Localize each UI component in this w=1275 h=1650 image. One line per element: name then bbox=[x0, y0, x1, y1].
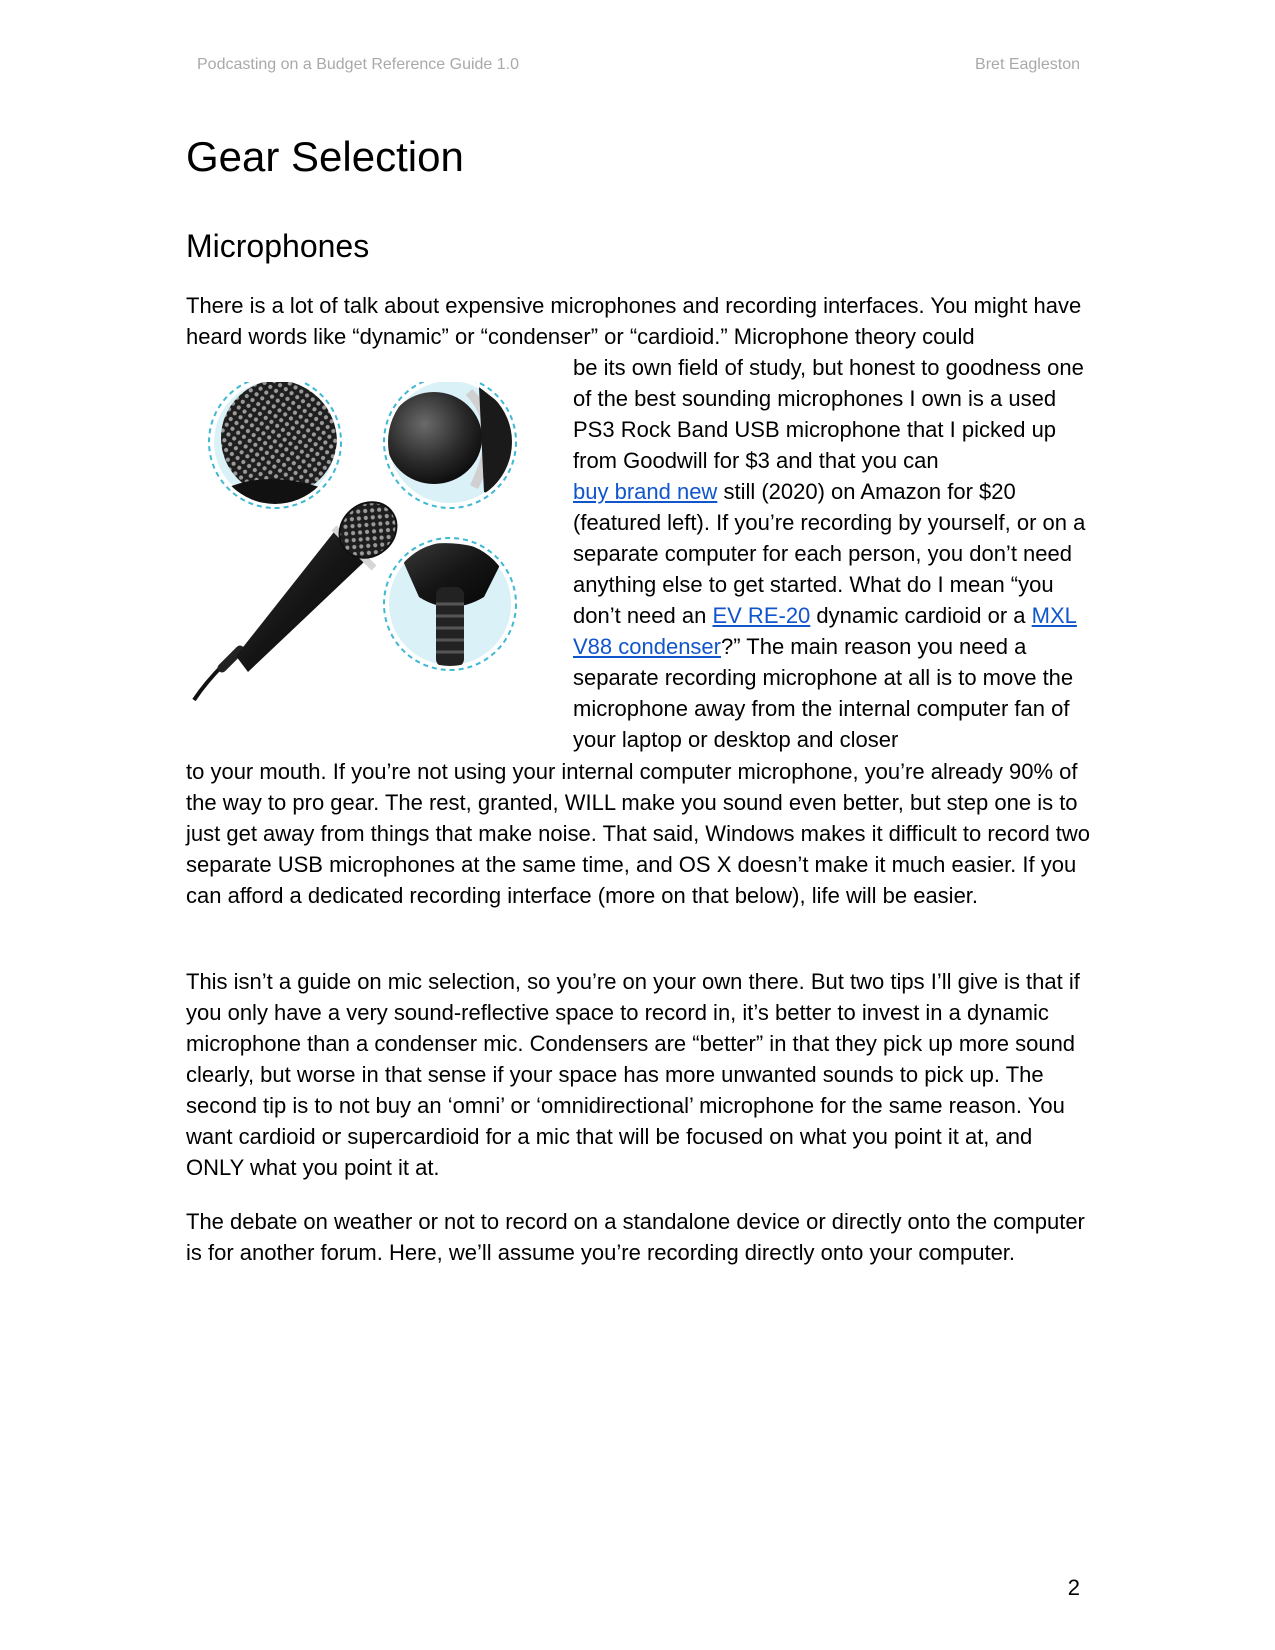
section-heading: Microphones bbox=[186, 228, 370, 264]
paragraph-wrap-text bbox=[573, 352, 1093, 755]
text-segment: dynamic cardioid or a bbox=[816, 603, 1026, 628]
running-header bbox=[197, 56, 1080, 76]
buy-brand-new-link[interactable]: buy brand new bbox=[573, 479, 718, 504]
paragraph-mic-tips: This isn’t a guide on mic selection, so you’re on your own there. But two tips I’ll give is that if you only have a very sound-reflective space to record in, it’s better to invest in a dynamic microphone than a condenser mic. Condensers are “better” in that they pick up more sound clearly, but worse in that sense if your space has more unwanted sounds to pick up. The second tip is to not buy an ‘omni’ or ‘omnidirectional’ microphone for the same reason. You want cardioid or supercardioid for a mic that will be focused on what you point it at, and ONLY what you point it at. bbox=[186, 969, 1080, 1180]
text-segment: ?” The main reason you need a separate recording microphone at all is to move the microphone away from the internal computer fan of your laptop or desktop and closer bbox=[573, 634, 1074, 752]
header-author: Bret Eagleston bbox=[975, 56, 1080, 73]
paragraph-continued: to your mouth. If you’re not using your internal computer microphone, you’re already 90% of the way to pro gear. The rest, granted, WILL make you sound even better, but step one is to just get away from things that make noise. That said, Windows makes it difficult to record two separate USB microphones at the same time, and OS X doesn’t make it much easier. If you can afford a dedicated recording interface (more on that below), life will be easier. bbox=[186, 759, 1091, 908]
mxl-v88-condenser-link[interactable]: MXL V88 condenser bbox=[573, 603, 1077, 659]
usb-microphone-icon bbox=[184, 382, 544, 732]
paragraph-intro: There is a lot of talk about expensive microphones and recording interfaces. You might have heard words like “dynamic” or “condenser” or “cardioid.” Microphone theory could bbox=[186, 293, 1082, 349]
ev-re20-link[interactable]: EV RE-20 bbox=[712, 603, 811, 628]
text-segment: be its own field of study, but honest to goodness one of the best sounding microphones I own is a used PS3 Rock Band USB microphone that I picked up from Goodwill for $3 and that you can bbox=[573, 355, 1084, 473]
header-document-title: Podcasting on a Budget Reference Guide 1.0 bbox=[197, 56, 519, 73]
page-title: Gear Selection bbox=[186, 133, 464, 180]
paragraph-recording-device: The debate on weather or not to record on a standalone device or directly onto the computer is for another forum. Here, we’ll assume you’re recording directly onto your computer. bbox=[186, 1209, 1085, 1265]
microphone-image bbox=[184, 382, 544, 732]
page-number: 2 bbox=[1067, 1575, 1080, 1600]
text-segment: still (2020) on Amazon for $20 (featured left). If you’re recording by yourself, or on a separate computer for each person, you don’t need anything else to get started. What do I mean “you don’t need an bbox=[573, 479, 1086, 628]
